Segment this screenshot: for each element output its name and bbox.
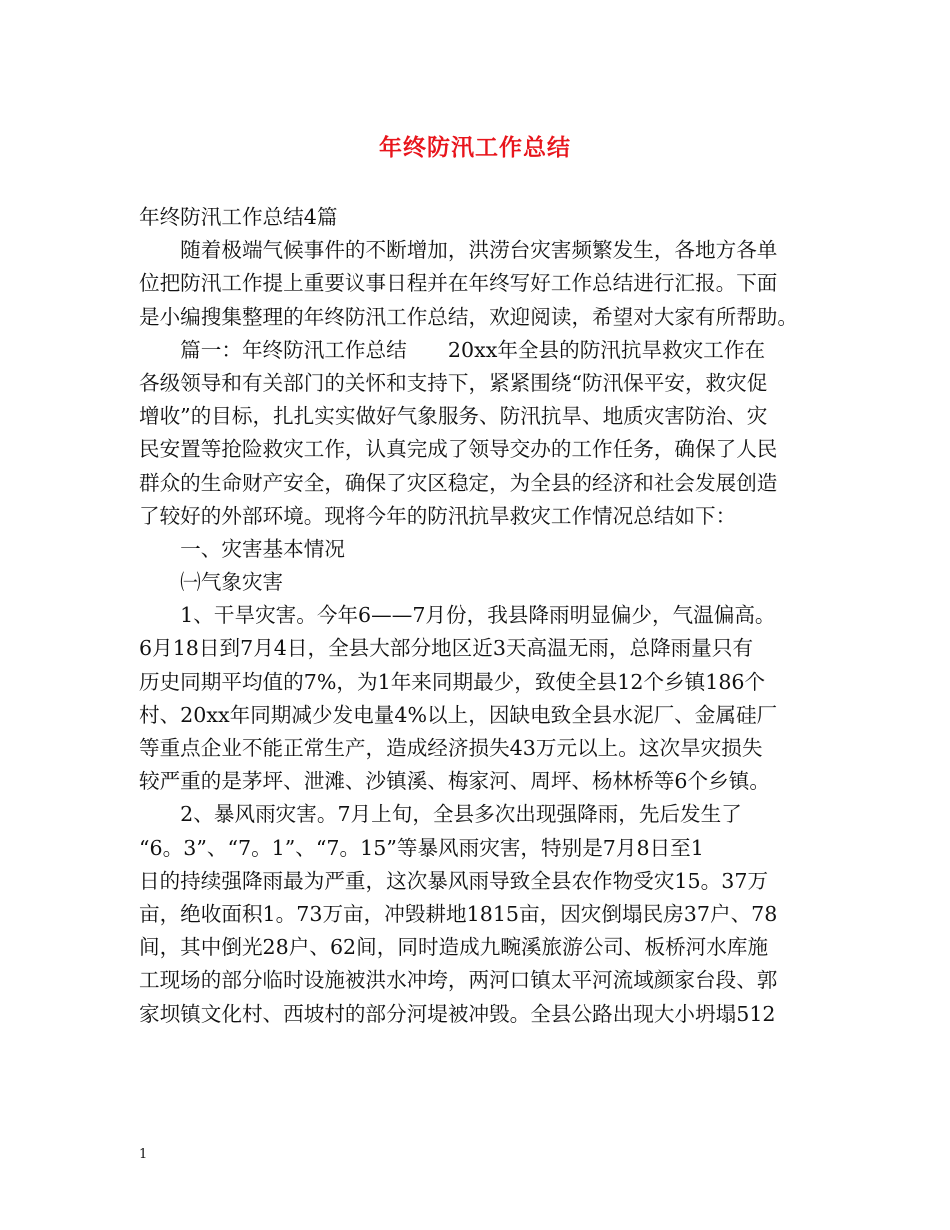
body-line: 较严重的是茅坪、泄滩、沙镇溪、梅家河、周坪、杨林桥等6个乡镇。 <box>139 769 770 794</box>
body-line: 亩，绝收面积1。73万亩，冲毁耕地1815亩，因灾倒塌民房37户、78 <box>139 901 778 926</box>
body-line: 工现场的部分临时设施被洪水冲垮，两河口镇太平河流域颜家台段、郭 <box>139 968 778 993</box>
body-line: 等重点企业不能正常生产，造成经济损失43万元以上。这次旱灾损失 <box>139 736 763 760</box>
document-title: 年终防汛工作总结 <box>379 135 571 161</box>
body-line: 日的持续强降雨最为严重，这次暴风雨导致全县农作物受灾15。37万 <box>139 868 769 893</box>
body-line: 各级领导和有关部门的关怀和支持下，紧紧围绕“防汛保平安，救灾促 <box>139 370 768 395</box>
body-line: 2、暴风雨灾害。7月上旬，全县多次出现强降雨，先后发生了 <box>139 802 742 827</box>
body-line: 增收”的目标，扎扎实实做好气象服务、防汛抗旱、地质灾害防治、灾 <box>139 404 768 429</box>
document-body <box>139 201 819 1031</box>
body-line: 了较好的外部环境。现将今年的防汛抗旱救灾工作情况总结如下： <box>139 503 737 528</box>
body-line: 篇一：年终防汛工作总结 20xx年全县的防汛抗旱救灾工作在 <box>139 337 766 362</box>
body-line: 民安置等抢险救灾工作，认真完成了领导交办的工作任务，确保了人民 <box>139 437 778 462</box>
body-line: 是小编搜集整理的年终防汛工作总结，欢迎阅读，希望对大家有所帮助。 <box>139 304 798 329</box>
body-line: 一、灾害基本情况 <box>139 536 345 561</box>
body-line: 间，其中倒光28户、62间，同时造成九畹溪旅游公司、板桥河水库施 <box>139 935 769 960</box>
body-line: ㈠气象灾害 <box>139 570 284 595</box>
body-line: 随着极端气候事件的不断增加，洪涝台灾害频繁发生，各地方各单 <box>139 238 778 263</box>
body-line: 家坝镇文化村、西坡村的部分河堤被冲毁。全县公路出现大小坍塌512 <box>139 1001 776 1026</box>
body-line: 1、干旱灾害。今年6——7月份，我县降雨明显偏少，气温偏高。 <box>139 603 776 628</box>
body-line: 历史同期平均值的7%，为1年来同期最少，致使全县12个乡镇186个 <box>139 669 766 694</box>
body-line: 村、20xx年同期减少发电量4%以上，因缺电致全县水泥厂、金属硅厂 <box>139 702 778 727</box>
page-number: 1 <box>139 1147 148 1162</box>
body-line: 6月18日到7月4日，全县大部分地区近3天高温无雨，总降雨量只有 <box>139 636 754 661</box>
body-line: 年终防汛工作总结4篇 <box>139 205 338 229</box>
body-line: “6。3”、“7。1”、“7。15”等暴风雨灾害，特别是7月8日至1 <box>139 835 704 860</box>
body-line: 群众的生命财产安全，确保了灾区稳定，为全县的经济和社会发展创造 <box>139 470 778 495</box>
body-line: 位把防汛工作提上重要议事日程并在年终写好工作总结进行汇报。下面 <box>139 271 778 296</box>
